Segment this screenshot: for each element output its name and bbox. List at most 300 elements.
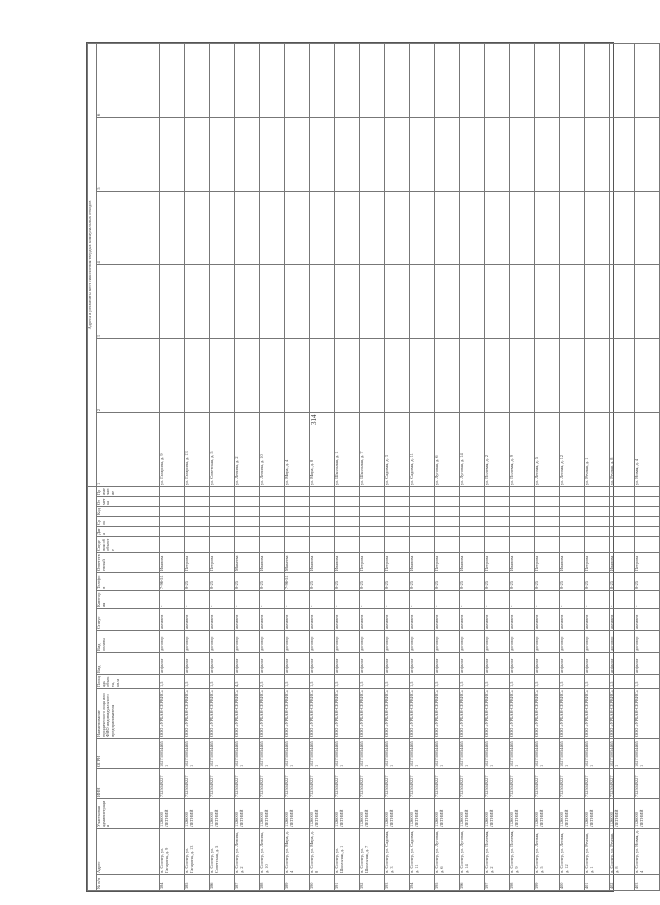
- cell-cat: -: [410, 591, 435, 609]
- cell-ph: 7-96-51: [285, 573, 310, 591]
- cell-n: 387: [235, 875, 260, 891]
- cell-group-3: [310, 265, 335, 339]
- table-row: [585, 44, 610, 891]
- cell-inn: 7325049227: [310, 769, 335, 799]
- cell-d2: [610, 517, 635, 527]
- col-d2-header: Срок: [97, 517, 160, 527]
- col-ogrn-header: ОГРН: [97, 739, 160, 769]
- cell-group-2: [460, 339, 485, 413]
- cell-group-3: [160, 265, 185, 339]
- cell-resp: Иванова: [610, 553, 635, 573]
- cell-ph: 8-25: [510, 573, 535, 591]
- cell-ogrn: 1027300544651: [510, 739, 535, 769]
- cell-cat: -: [335, 591, 360, 609]
- cell-d3: [235, 507, 260, 517]
- cell-type: асфальт: [410, 653, 435, 675]
- cell-type: асфальт: [635, 653, 660, 675]
- cell-ph: 8-25: [485, 573, 510, 591]
- cell-addr: п. Соснер, ул. Мира, д. 8: [310, 829, 335, 875]
- cell-ogrn: 1027300544651: [310, 739, 335, 769]
- cell-area: 1,5: [435, 675, 460, 689]
- cell-group-5: [260, 117, 285, 191]
- cell-spec: [610, 537, 635, 553]
- cell-group-3: [610, 265, 635, 339]
- cell-group-5: [560, 117, 585, 191]
- cell-d3: [335, 507, 360, 517]
- cell-group-2: [310, 339, 335, 413]
- cell-group-1: ул. Полевая, д. 9: [510, 413, 535, 487]
- cell-group-4: [210, 191, 235, 265]
- cell-spec: [235, 537, 260, 553]
- cell-group-1: ул. Новая, д. 4: [635, 413, 660, 487]
- cell-name: ООО «УРБАН-СЕРВИС»: [560, 689, 585, 739]
- cell-area: 1,5: [485, 675, 510, 689]
- cell-ph: 8-25: [360, 573, 385, 591]
- cell-ogrn: 1027300544651: [585, 739, 610, 769]
- table-row: [360, 44, 385, 891]
- cell-d3: [360, 507, 385, 517]
- cell-reg: 1126000 ЛЕТНИЙ: [485, 799, 510, 829]
- cell-ph: 8-25: [410, 573, 435, 591]
- table-row: [310, 44, 335, 891]
- cell-name: ООО «УРБАН-СЕРВИС»: [635, 689, 660, 739]
- cell-group-2: [385, 339, 410, 413]
- cell-d4: [635, 497, 660, 507]
- cell-area: 4,5: [235, 675, 260, 689]
- cell-group-1: ул. Ленина, д. 2: [235, 413, 260, 487]
- cell-ogrn: 1027300544651: [635, 739, 660, 769]
- cell-spec: [535, 537, 560, 553]
- cell-ph: 8-25: [585, 573, 610, 591]
- cell-n: 388: [260, 875, 285, 891]
- cell-d2: [485, 517, 510, 527]
- cell-d5: [260, 486, 285, 496]
- cell-d4: [435, 497, 460, 507]
- cell-pay: договор: [610, 631, 635, 653]
- group-col-2: 2: [97, 339, 160, 413]
- cell-resp: Петрова: [210, 553, 235, 573]
- cell-group-6: [535, 44, 560, 118]
- cell-group-6: [460, 44, 485, 118]
- cell-group-1: ул. Школьная, д. 1: [335, 413, 360, 487]
- cell-ph: 8-25: [260, 573, 285, 591]
- cell-group-5: [410, 117, 435, 191]
- cell-group-2: [210, 339, 235, 413]
- cell-inn: 7325049227: [635, 769, 660, 799]
- cell-group-5: [585, 117, 610, 191]
- cell-stat: активен: [385, 609, 410, 631]
- col-no-header: № п/п: [97, 875, 160, 891]
- cell-d4: [210, 497, 235, 507]
- cell-group-2: [485, 339, 510, 413]
- cell-d4: [560, 497, 585, 507]
- cell-cat: -: [510, 591, 535, 609]
- cell-d1: [260, 527, 285, 537]
- cell-ogrn: 1027300544651: [160, 739, 185, 769]
- cell-spec: [560, 537, 585, 553]
- cell-addr: п. Соснер, ул. Гагарина, д. 13: [185, 829, 210, 875]
- cell-group-1: ул. Лесная, д. 5: [535, 413, 560, 487]
- cell-group-5: [185, 117, 210, 191]
- cell-ogrn: 1027300544651: [460, 739, 485, 769]
- cell-reg: 1126000 ЛЕТНИЙ: [635, 799, 660, 829]
- header-row: [97, 44, 160, 891]
- cell-name: ООО «УРБАН-СЕРВИС»: [235, 689, 260, 739]
- cell-name: ООО «УРБАН-СЕРВИС»: [385, 689, 410, 739]
- cell-d1: [585, 527, 610, 537]
- cell-d2: [260, 517, 285, 527]
- cell-group-4: [335, 191, 360, 265]
- cell-cat: -: [635, 591, 660, 609]
- cell-d3: [460, 507, 485, 517]
- table-row: [410, 44, 435, 891]
- cell-group-1: ул. Мира, д. 8: [310, 413, 335, 487]
- cell-cat: -: [435, 591, 460, 609]
- cell-d5: [560, 486, 585, 496]
- cell-group-4: [285, 191, 310, 265]
- cell-inn: 7325049227: [610, 769, 635, 799]
- cell-stat: активен: [160, 609, 185, 631]
- col-region-header: Участковая администрация: [97, 799, 160, 829]
- table-row: [535, 44, 560, 891]
- cell-cat: -: [310, 591, 335, 609]
- cell-d4: [585, 497, 610, 507]
- cell-reg: 1126000 ЛЕТНИЙ: [410, 799, 435, 829]
- cell-group-4: [360, 191, 385, 265]
- rotated-table-wrapper: [87, 43, 644, 891]
- cell-type: асфальт: [310, 653, 335, 675]
- cell-group-4: [460, 191, 485, 265]
- cell-group-6: [510, 44, 535, 118]
- col-status-header: Статус: [97, 609, 160, 631]
- cell-n: 399: [535, 875, 560, 891]
- cell-inn: 7325049227: [335, 769, 360, 799]
- cell-stat: активен: [460, 609, 485, 631]
- cell-group-3: [185, 265, 210, 339]
- cell-d4: [610, 497, 635, 507]
- cell-resp: Петрова: [185, 553, 210, 573]
- cell-ogrn: 1027300544651: [260, 739, 285, 769]
- cell-ogrn: 1027300544651: [610, 739, 635, 769]
- cell-addr: п. Соснер, ул. Новая, д. 4: [635, 829, 660, 875]
- cell-d4: [485, 497, 510, 507]
- cell-inn: 7325049227: [385, 769, 410, 799]
- cell-ogrn: 1027300544651: [485, 739, 510, 769]
- table-row: [435, 44, 460, 891]
- cell-area: 1,5: [535, 675, 560, 689]
- col-name-header: Наименование юридического лица или ФИО индивидуального предпринимателя: [97, 689, 160, 739]
- cell-group-6: [635, 44, 660, 118]
- cell-resp: Петрова: [360, 553, 385, 573]
- cell-group-4: [185, 191, 210, 265]
- cell-resp: Петрова: [485, 553, 510, 573]
- cell-area: 1,5: [285, 675, 310, 689]
- cell-d3: [260, 507, 285, 517]
- cell-spec: [260, 537, 285, 553]
- cell-spec: [210, 537, 235, 553]
- table-row: [510, 44, 535, 891]
- cell-group-5: [360, 117, 385, 191]
- col-responsible-header: Ответственный: [97, 553, 160, 573]
- cell-resp: Иванова: [510, 553, 535, 573]
- cell-stat: активен: [285, 609, 310, 631]
- cell-d1: [385, 527, 410, 537]
- cell-d5: [610, 486, 635, 496]
- cell-stat: активен: [360, 609, 385, 631]
- cell-type: асфальт: [510, 653, 535, 675]
- table-row: [385, 44, 410, 891]
- cell-name: ООО «УРБАН-СЕРВИС»: [160, 689, 185, 739]
- cell-ogrn: 1027300544651: [185, 739, 210, 769]
- cell-group-5: [235, 117, 260, 191]
- cell-group-6: [485, 44, 510, 118]
- cell-group-6: [210, 44, 235, 118]
- cell-group-2: [635, 339, 660, 413]
- cell-area: 1,5: [510, 675, 535, 689]
- cell-cat: -: [485, 591, 510, 609]
- cell-area: 1,5: [210, 675, 235, 689]
- cell-d5: [585, 486, 610, 496]
- cell-d1: [235, 527, 260, 537]
- cell-d4: [385, 497, 410, 507]
- cell-spec: [460, 537, 485, 553]
- cell-reg: 1126000 ЛЕТНИЙ: [385, 799, 410, 829]
- cell-group-6: [335, 44, 360, 118]
- cell-pay: договор: [260, 631, 285, 653]
- cell-type: асфальт: [535, 653, 560, 675]
- cell-spec: [285, 537, 310, 553]
- cell-group-3: [560, 265, 585, 339]
- cell-d2: [360, 517, 385, 527]
- cell-group-2: [535, 339, 560, 413]
- cell-group-5: [385, 117, 410, 191]
- page-number: 314: [310, 414, 318, 425]
- cell-spec: [360, 537, 385, 553]
- cell-d3: [410, 507, 435, 517]
- cell-d5: [435, 486, 460, 496]
- cell-group-1: ул. Луговая, д. 6: [435, 413, 460, 487]
- cell-resp: Петрова: [435, 553, 460, 573]
- cell-d5: [310, 486, 335, 496]
- cell-resp: Петрова: [635, 553, 660, 573]
- cell-pay: договор: [160, 631, 185, 653]
- cell-group-6: [610, 44, 635, 118]
- cell-addr: п. Соснер, ул. Мира, д. 4: [285, 829, 310, 875]
- cell-inn: 7325049227: [160, 769, 185, 799]
- cell-cat: -: [360, 591, 385, 609]
- cell-type: асфальт: [560, 653, 585, 675]
- cell-group-6: [435, 44, 460, 118]
- cell-group-3: [460, 265, 485, 339]
- cell-group-3: [635, 265, 660, 339]
- cell-d1: [485, 527, 510, 537]
- cell-d1: [460, 527, 485, 537]
- cell-n: 389: [285, 875, 310, 891]
- cell-group-3: [260, 265, 285, 339]
- cell-spec: [160, 537, 185, 553]
- cell-group-6: [560, 44, 585, 118]
- cell-type: асфальт: [235, 653, 260, 675]
- col-d3-header: Код: [97, 507, 160, 517]
- cell-d4: [360, 497, 385, 507]
- cell-group-4: [410, 191, 435, 265]
- cell-addr: п. Соснер, ул. Гагарина, д. 9: [160, 829, 185, 875]
- cell-resp: Иванова: [460, 553, 485, 573]
- cell-ph: 8-25: [185, 573, 210, 591]
- cell-d3: [510, 507, 535, 517]
- col-spec-header: Сведения об объекте: [97, 537, 160, 553]
- table-row: [485, 44, 510, 891]
- cell-d2: [460, 517, 485, 527]
- cell-inn: 7325049227: [485, 769, 510, 799]
- cell-addr: п. Соснер, ул. Советская, д. 5: [210, 829, 235, 875]
- cell-group-5: [635, 117, 660, 191]
- cell-n: 394: [410, 875, 435, 891]
- cell-area: 1,5: [610, 675, 635, 689]
- cell-d5: [535, 486, 560, 496]
- cell-ogrn: 1027300544651: [285, 739, 310, 769]
- cell-d3: [560, 507, 585, 517]
- cell-group-1: ул. Советская, д. 5: [210, 413, 235, 487]
- cell-d1: [160, 527, 185, 537]
- col-d1-header: Дата: [97, 527, 160, 537]
- cell-resp: Иванова: [310, 553, 335, 573]
- cell-addr: п. Соснер, ул. Лесная, д. 12: [560, 829, 585, 875]
- cell-type: асфальт: [385, 653, 410, 675]
- cell-d5: [360, 486, 385, 496]
- cell-n: 385: [185, 875, 210, 891]
- cell-group-2: [335, 339, 360, 413]
- cell-group-6: [410, 44, 435, 118]
- cell-spec: [310, 537, 335, 553]
- cell-d3: [160, 507, 185, 517]
- cell-d3: [385, 507, 410, 517]
- cell-cat: -: [235, 591, 260, 609]
- cell-name: ООО «УРБАН-СЕРВИС»: [210, 689, 235, 739]
- cell-group-4: [160, 191, 185, 265]
- cell-stat: активен: [410, 609, 435, 631]
- cell-group-1: ул. Речная, д. 1: [585, 413, 610, 487]
- cell-group-2: [260, 339, 285, 413]
- cell-reg: 1126000 ЛЕТНИЙ: [360, 799, 385, 829]
- cell-type: асфальт: [260, 653, 285, 675]
- cell-d1: [560, 527, 585, 537]
- cell-stat: активен: [610, 609, 635, 631]
- cell-group-3: [360, 265, 385, 339]
- cell-d1: [410, 527, 435, 537]
- cell-pay: договор: [360, 631, 385, 653]
- cell-d2: [210, 517, 235, 527]
- cell-addr: п. Соснер, ул. Школьная, д. 1: [335, 829, 360, 875]
- cell-reg: 1126000 ЛЕТНИЙ: [235, 799, 260, 829]
- cell-type: асфальт: [185, 653, 210, 675]
- cell-d2: [285, 517, 310, 527]
- cell-reg: 1126000 ЛЕТНИЙ: [535, 799, 560, 829]
- cell-inn: 7325049227: [285, 769, 310, 799]
- cell-cat: -: [260, 591, 285, 609]
- cell-d2: [410, 517, 435, 527]
- cell-resp: Иванова: [560, 553, 585, 573]
- cell-addr: п. Соснер, ул. Школьная, д. 7: [360, 829, 385, 875]
- cell-reg: 1126000 ЛЕТНИЙ: [610, 799, 635, 829]
- cell-area: 1,5: [560, 675, 585, 689]
- cell-reg: 1126000 ЛЕТНИЙ: [260, 799, 285, 829]
- cell-area: 1,5: [310, 675, 335, 689]
- cell-d3: [310, 507, 335, 517]
- cell-d2: [235, 517, 260, 527]
- cell-d1: [360, 527, 385, 537]
- cell-n: 402: [610, 875, 635, 891]
- cell-type: асфальт: [460, 653, 485, 675]
- cell-group-2: [585, 339, 610, 413]
- cell-group-4: [385, 191, 410, 265]
- cell-ph: 8-25: [235, 573, 260, 591]
- col-address-header: Адрес: [97, 829, 160, 875]
- cell-stat: активен: [310, 609, 335, 631]
- cell-n: 391: [335, 875, 360, 891]
- cell-inn: 7325049227: [210, 769, 235, 799]
- cell-group-6: [385, 44, 410, 118]
- cell-d3: [585, 507, 610, 517]
- cell-d4: [235, 497, 260, 507]
- cell-inn: 7325049227: [260, 769, 285, 799]
- table-row: [560, 44, 585, 891]
- cell-pay: договор: [485, 631, 510, 653]
- cell-ogrn: 1027300544651: [410, 739, 435, 769]
- cell-group-3: [585, 265, 610, 339]
- cell-ph: 8-25: [635, 573, 660, 591]
- cell-type: асфальт: [485, 653, 510, 675]
- cell-pay: договор: [185, 631, 210, 653]
- cell-d5: [210, 486, 235, 496]
- cell-name: ООО «УРБАН-СЕРВИС»: [610, 689, 635, 739]
- cell-ph: 8-25: [535, 573, 560, 591]
- cell-resp: Иванова: [160, 553, 185, 573]
- cell-group-2: [435, 339, 460, 413]
- cell-group-4: [310, 191, 335, 265]
- cell-group-4: [485, 191, 510, 265]
- cell-pay: договор: [335, 631, 360, 653]
- cell-group-5: [510, 117, 535, 191]
- cell-d4: [410, 497, 435, 507]
- cell-d3: [485, 507, 510, 517]
- cell-ph: 8-25: [310, 573, 335, 591]
- group-col-6: 6: [97, 44, 160, 118]
- cell-group-4: [535, 191, 560, 265]
- cell-group-3: [385, 265, 410, 339]
- cell-n: 398: [510, 875, 535, 891]
- cell-group-6: [185, 44, 210, 118]
- cell-d2: [385, 517, 410, 527]
- cell-pay: договор: [235, 631, 260, 653]
- cell-d2: [510, 517, 535, 527]
- cell-type: асфальт: [160, 653, 185, 675]
- cell-inn: 7325049227: [435, 769, 460, 799]
- cell-stat: активен: [335, 609, 360, 631]
- cell-ogrn: 1027300544651: [535, 739, 560, 769]
- cell-name: ООО «УРБАН-СЕРВИС»: [310, 689, 335, 739]
- cell-d5: [460, 486, 485, 496]
- col-payment-header: Вид оплаты: [97, 631, 160, 653]
- cell-group-6: [260, 44, 285, 118]
- cell-area: 1,5: [185, 675, 210, 689]
- cell-d1: [310, 527, 335, 537]
- cell-n: 400: [560, 875, 585, 891]
- group-col-1: 1: [97, 413, 160, 487]
- cell-d3: [635, 507, 660, 517]
- cell-cat: -: [385, 591, 410, 609]
- cell-area: 1,5: [410, 675, 435, 689]
